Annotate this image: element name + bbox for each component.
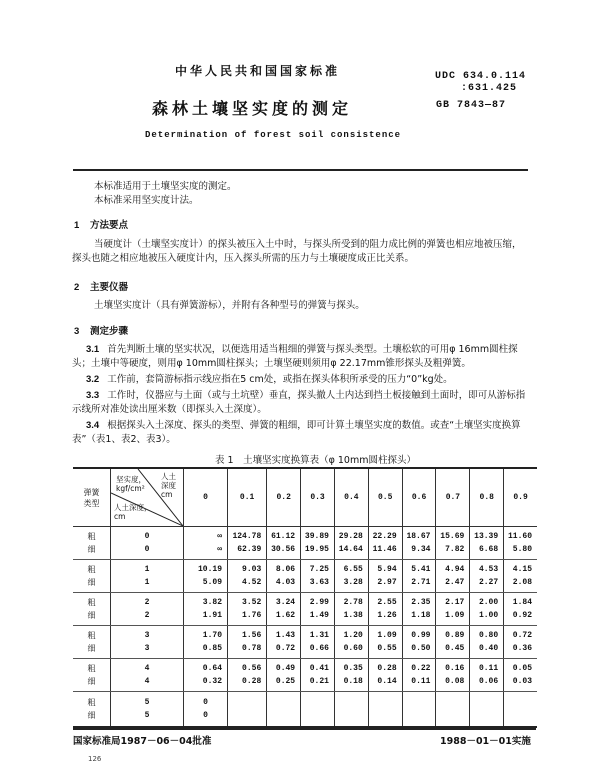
cell-value: 3.63 <box>309 578 329 587</box>
cell-value: 1.20 <box>343 631 363 640</box>
cell-value: 3 <box>144 644 150 653</box>
step-3-1 <box>72 343 530 371</box>
consistence-value-cell <box>267 659 301 692</box>
table-row <box>73 593 537 626</box>
cell-value: 2.78 <box>343 598 363 607</box>
cell-value: 1.18 <box>411 611 431 620</box>
cell-value: 1.76 <box>242 611 262 620</box>
cell-value: 5.94 <box>377 565 397 574</box>
cell-value: 0.55 <box>377 644 397 653</box>
cell-value: 2.97 <box>377 578 397 587</box>
cell-value: 1.26 <box>377 611 397 620</box>
cell-value: 1.00 <box>478 611 499 620</box>
depth-header-6 <box>402 468 436 527</box>
depth-header-0 <box>184 468 228 527</box>
cell-value: 6.55 <box>343 565 363 574</box>
cell-value: 2.35 <box>411 598 431 607</box>
spring-type-cell <box>73 692 111 728</box>
cell-value: 3.82 <box>202 598 222 607</box>
consistence-value-cell <box>436 659 470 692</box>
cell-value: 0.25 <box>275 677 296 686</box>
udc-line-1: UDC 634.0.114 <box>435 71 527 82</box>
depth-value: 0.8 <box>479 493 494 502</box>
cell-value: 1.09 <box>377 631 397 640</box>
depth-cm-cell <box>111 692 184 728</box>
cell-value: 1.70 <box>202 631 222 640</box>
intro-line-2: 本标准采用坚实度计法。 <box>94 195 199 206</box>
cell-value: 细 <box>87 578 96 587</box>
consistence-value-cell <box>402 560 436 593</box>
section-title: 主要仪器 <box>90 282 129 293</box>
depth-cm-cell <box>111 626 184 659</box>
cell-value: 2.08 <box>512 578 532 587</box>
cell-value: 6.68 <box>478 545 499 554</box>
table-row <box>73 659 537 692</box>
depth-header-8 <box>470 468 504 527</box>
consistence-value-cell <box>184 527 228 560</box>
depth-header-1 <box>228 468 267 527</box>
depth-header-5 <box>368 468 402 527</box>
section-3-heading <box>74 323 128 337</box>
consistence-value-cell <box>228 527 267 560</box>
cell-value: 粗 <box>87 598 96 607</box>
consistence-value-cell <box>334 692 368 728</box>
cell-value: 细 <box>87 677 96 686</box>
section-number: 1 <box>74 220 80 231</box>
section-2-paragraph: 土壤坚实度计（具有弹簧游标），并附有各种型号的弹簧与探头。 <box>94 300 365 311</box>
consistence-value-cell <box>184 560 228 593</box>
cell-value: 30.56 <box>271 545 296 554</box>
cell-value: 4.94 <box>445 565 465 574</box>
section-title: 测定步骤 <box>90 326 129 337</box>
cell-value: 0.64 <box>202 664 222 673</box>
consistence-value-cell <box>368 593 402 626</box>
consistence-value-cell <box>402 626 436 659</box>
cell-value: 细 <box>87 644 96 653</box>
cell-value: 0.36 <box>512 644 532 653</box>
table-header-row <box>73 468 537 527</box>
cell-value: 5.41 <box>411 565 431 574</box>
cell-value: 2 <box>144 611 150 620</box>
depth-cm-cell <box>111 659 184 692</box>
consistence-value-cell <box>334 560 368 593</box>
consistence-value-cell <box>470 593 504 626</box>
spring-type-cell <box>73 659 111 692</box>
cell-value: 9.34 <box>411 545 431 554</box>
table-row <box>73 626 537 659</box>
cell-value: 0.21 <box>309 677 329 686</box>
consistence-value-cell <box>267 692 301 728</box>
cell-value: 5 <box>144 711 150 720</box>
step-number: 3.2 <box>86 374 100 385</box>
cell-value: 2.55 <box>377 598 397 607</box>
cell-value: 0.40 <box>478 644 499 653</box>
section-1-paragraph: 当硬度计（土壤坚实度计）的探头被压入土中时，与探头所受到的阻力成比例的弹簧也相应地被压缩，探头也随之相应地被压入硬度计内，压入探头所需的压力与土壤硬度成正比关系。 <box>72 239 522 264</box>
cell-value: 11.46 <box>372 545 397 554</box>
consistence-value-cell <box>334 527 368 560</box>
cell-value: 0.41 <box>309 664 329 673</box>
table-row <box>73 692 537 728</box>
cell-value: 62.39 <box>237 545 262 554</box>
cell-value: 3 <box>144 631 150 640</box>
consistence-value-cell <box>436 560 470 593</box>
consistence-value-cell <box>184 626 228 659</box>
cell-value: 4.53 <box>478 565 499 574</box>
step-text: 工作时，仪器应与土面（或与土坑壁）垂直，探头撤人土内达到挡土板接触到土面时，即可从游标指示线所对准处读出厘米数（即探头入土深度）。 <box>72 390 526 415</box>
consistence-value-cell <box>301 527 335 560</box>
diag-label-top: 坚实度，kgf/cm² <box>116 475 146 493</box>
cell-value: 15.69 <box>440 532 465 541</box>
consistence-value-cell <box>436 626 470 659</box>
section-number: 3 <box>74 326 80 337</box>
cell-value: 粗 <box>87 532 96 541</box>
cell-value: 0 <box>203 711 208 720</box>
cell-value: 1.49 <box>309 611 329 620</box>
section-title: 方法要点 <box>90 220 129 231</box>
consistence-value-cell <box>301 659 335 692</box>
cell-value: 0.14 <box>377 677 397 686</box>
cell-value: 9.03 <box>242 565 262 574</box>
consistence-value-cell <box>228 659 267 692</box>
cell-value: 61.12 <box>271 532 296 541</box>
cell-value: 0.08 <box>445 677 465 686</box>
consistence-value-cell <box>470 527 504 560</box>
consistence-value-cell <box>402 692 436 728</box>
cell-value: 18.67 <box>406 532 431 541</box>
cell-value: 3.52 <box>242 598 262 607</box>
consistence-value-cell <box>184 593 228 626</box>
consistence-value-cell <box>402 593 436 626</box>
effective-date: 1988－01－01实施 <box>440 736 531 747</box>
cell-value: ∞ <box>217 532 222 541</box>
depth-value: 0.9 <box>513 493 528 502</box>
spring-type-cell <box>73 593 111 626</box>
cell-value: 0.22 <box>411 664 431 673</box>
diagonal-header-cell <box>111 468 184 527</box>
consistence-value-cell <box>368 692 402 728</box>
cell-value: 2 <box>144 598 150 607</box>
cell-value: 0.49 <box>275 664 296 673</box>
step-number: 3.3 <box>86 390 100 401</box>
diag-label-right: 人土深度cm <box>161 472 176 499</box>
depth-value: 0.6 <box>411 493 427 502</box>
consistence-value-cell <box>301 692 335 728</box>
depth-value: 0 <box>203 493 208 502</box>
cell-value: 14.64 <box>338 545 363 554</box>
header-rule <box>73 169 528 171</box>
consistence-value-cell <box>228 560 267 593</box>
step-3-3 <box>72 389 530 417</box>
consistence-value-cell <box>504 692 537 728</box>
cell-value: 0.11 <box>478 664 499 673</box>
cell-value: 细 <box>87 611 96 620</box>
step-number: 3.1 <box>86 344 100 355</box>
cell-value: 0.72 <box>512 631 532 640</box>
section-2-heading <box>74 279 128 293</box>
depth-cm-cell <box>111 560 184 593</box>
depth-header-9 <box>504 468 537 527</box>
cell-value: 5 <box>144 698 150 707</box>
depth-value: 0.5 <box>378 493 393 502</box>
depth-cm-cell <box>111 593 184 626</box>
cell-value: 0.18 <box>343 677 363 686</box>
consistence-value-cell <box>470 692 504 728</box>
cell-value: 3.28 <box>343 578 363 587</box>
step-number: 3.4 <box>86 420 100 431</box>
consistence-value-cell <box>470 560 504 593</box>
english-title: Determination of forest soil consistence <box>145 130 402 140</box>
consistence-value-cell <box>368 560 402 593</box>
cell-value: 7.25 <box>309 565 329 574</box>
step-3-4 <box>72 419 530 447</box>
cell-value: 2.47 <box>445 578 465 587</box>
cell-value: 1 <box>144 565 150 574</box>
cell-value: 5.09 <box>202 578 222 587</box>
cell-value: 124.78 <box>232 532 262 541</box>
consistence-value-cell <box>334 593 368 626</box>
consistence-value-cell <box>504 626 537 659</box>
cell-value: 0.60 <box>343 644 363 653</box>
table-row <box>73 527 537 560</box>
diag-label-bottom: 人土深度，cm <box>114 503 152 521</box>
consistence-value-cell <box>184 692 228 728</box>
footer-rule <box>73 728 536 730</box>
page-number: 126 <box>88 755 102 763</box>
spring-type-cell <box>73 527 111 560</box>
consistence-value-cell <box>504 527 537 560</box>
cell-value: 0.92 <box>512 611 532 620</box>
cell-value: 7.82 <box>445 545 465 554</box>
cell-value: 3.24 <box>275 598 296 607</box>
consistence-value-cell <box>228 692 267 728</box>
cell-value: 0.50 <box>411 644 431 653</box>
cell-value: 1.84 <box>512 598 532 607</box>
cell-value: 4.52 <box>242 578 262 587</box>
spring-type-header <box>73 468 111 527</box>
cell-value: 1.56 <box>242 631 262 640</box>
document-title: 森林土壤坚实度的测定 <box>152 99 353 118</box>
consistence-value-cell <box>402 659 436 692</box>
depth-header-4 <box>334 468 368 527</box>
cell-value: 0.85 <box>202 644 222 653</box>
cell-value: 2.27 <box>478 578 499 587</box>
consistence-value-cell <box>267 560 301 593</box>
consistence-value-cell <box>504 560 537 593</box>
cell-value: 细 <box>87 711 96 720</box>
consistence-value-cell <box>436 527 470 560</box>
consistence-value-cell <box>267 527 301 560</box>
consistence-value-cell <box>368 659 402 692</box>
cell-value: 1.43 <box>275 631 296 640</box>
cell-value: 1.62 <box>275 611 296 620</box>
cell-value: 0.72 <box>275 644 296 653</box>
cell-value: 11.60 <box>507 532 532 541</box>
cell-value: 0.05 <box>512 664 532 673</box>
cell-value: 0.35 <box>343 664 363 673</box>
cell-value: 0.28 <box>377 664 397 673</box>
cell-value: 0 <box>203 698 208 707</box>
cell-value: 8.06 <box>275 565 296 574</box>
consistence-value-cell <box>228 593 267 626</box>
cell-value: 0.56 <box>242 664 262 673</box>
consistence-value-cell <box>334 626 368 659</box>
depth-value: 0.7 <box>445 493 461 502</box>
cell-value: 1.09 <box>445 611 465 620</box>
cell-value: 0.16 <box>445 664 465 673</box>
cell-value: 0.99 <box>411 631 431 640</box>
cell-value: 13.39 <box>474 532 499 541</box>
cell-value: 0.03 <box>512 677 532 686</box>
cell-value: 5.80 <box>512 545 532 554</box>
depth-header-7 <box>436 468 470 527</box>
spring-type-cell <box>73 626 111 659</box>
table-caption: 表 1 土壤坚实度换算表（φ 10mm圆柱探头） <box>215 455 416 466</box>
cell-value: 粗 <box>87 698 96 707</box>
depth-header-3 <box>301 468 335 527</box>
cell-value: 粗 <box>87 565 96 574</box>
cell-value: ∞ <box>217 545 222 554</box>
consistence-value-cell <box>267 593 301 626</box>
spring-type-label: 弹簧类型 <box>83 487 100 508</box>
section-1-heading <box>74 217 128 231</box>
cell-value: 4 <box>144 664 150 673</box>
cell-value: 0 <box>144 532 150 541</box>
depth-header-2 <box>267 468 301 527</box>
cell-value: 0 <box>144 545 150 554</box>
consistence-value-cell <box>504 593 537 626</box>
cell-value: 细 <box>87 545 96 554</box>
cell-value: 1.31 <box>309 631 329 640</box>
step-text: 首先判断土壤的坚实状况，以便选用适当粗细的弹簧与探头类型。土壤松软的可用φ 16mm圆柱探头；土壤中等硬度，则用φ 10mm圆柱探头；土壤坚硬则须用φ 22.17mm锥形探头及粗弹簧。 <box>72 344 518 369</box>
consistence-value-cell <box>368 626 402 659</box>
consistence-value-cell <box>184 659 228 692</box>
spring-type-cell <box>73 560 111 593</box>
cell-value: 2.71 <box>411 578 431 587</box>
table-row <box>73 560 537 593</box>
cell-value: 1.38 <box>343 611 363 620</box>
consistence-value-cell <box>436 692 470 728</box>
issuing-organization: 中华人民共和国国家标准 <box>175 64 341 78</box>
cell-value: 2.99 <box>309 598 329 607</box>
cell-value: 0.80 <box>478 631 499 640</box>
consistence-value-cell <box>504 659 537 692</box>
standard-number: GB 7843—87 <box>436 100 507 111</box>
cell-value: 0.11 <box>411 677 431 686</box>
cell-value: 4 <box>144 677 150 686</box>
cell-value: 10.19 <box>197 565 222 574</box>
depth-value: 0.4 <box>344 493 359 502</box>
consistence-value-cell <box>402 527 436 560</box>
cell-value: 粗 <box>87 631 96 640</box>
udc-line-2: :631.425 <box>461 83 518 94</box>
consistence-value-cell <box>470 626 504 659</box>
step-text: 工作前，套筒游标指示线应指在5 cm处，或指在探头体积所承受的压力“0”kg处。 <box>107 374 453 385</box>
cell-value: 22.29 <box>372 532 397 541</box>
cell-value: 粗 <box>87 664 96 673</box>
cell-value: 39.89 <box>304 532 329 541</box>
cell-value: 19.95 <box>304 545 329 554</box>
step-text: 根据探头入土深度、探头的类型、弹簧的粗细，即可计算土壤坚实度的数值。或查“土壤坚实度换算表”（表1、表2、表3）。 <box>72 420 521 445</box>
cell-value: 0.78 <box>242 644 262 653</box>
consistence-value-cell <box>228 626 267 659</box>
cell-value: 29.28 <box>338 532 363 541</box>
section-number: 2 <box>74 282 80 293</box>
depth-value: 0.2 <box>276 493 291 502</box>
consistence-value-cell <box>334 659 368 692</box>
cell-value: 0.06 <box>478 677 499 686</box>
conversion-table <box>73 467 537 728</box>
cell-value: 0.89 <box>445 631 465 640</box>
step-3-2 <box>72 373 530 387</box>
cell-value: 1 <box>144 578 150 587</box>
cell-value: 4.03 <box>275 578 296 587</box>
cell-value: 0.45 <box>445 644 465 653</box>
consistence-value-cell <box>368 527 402 560</box>
depth-cm-cell <box>111 527 184 560</box>
consistence-value-cell <box>470 659 504 692</box>
consistence-value-cell <box>301 626 335 659</box>
consistence-value-cell <box>267 626 301 659</box>
intro-line-1: 本标准适用于土壤坚实度的测定。 <box>94 181 237 192</box>
cell-value: 2.17 <box>445 598 465 607</box>
cell-value: 1.91 <box>202 611 222 620</box>
cell-value: 0.66 <box>309 644 329 653</box>
cell-value: 2.00 <box>478 598 499 607</box>
cell-value: 0.32 <box>202 677 222 686</box>
depth-value: 0.1 <box>239 493 255 502</box>
cell-value: 0.28 <box>242 677 262 686</box>
cell-value: 4.15 <box>512 565 532 574</box>
consistence-value-cell <box>301 593 335 626</box>
consistence-value-cell <box>301 560 335 593</box>
consistence-value-cell <box>436 593 470 626</box>
approval-date: 国家标准局1987－06－04批准 <box>73 736 212 747</box>
udc-code <box>435 71 526 95</box>
depth-value: 0.3 <box>310 493 325 502</box>
